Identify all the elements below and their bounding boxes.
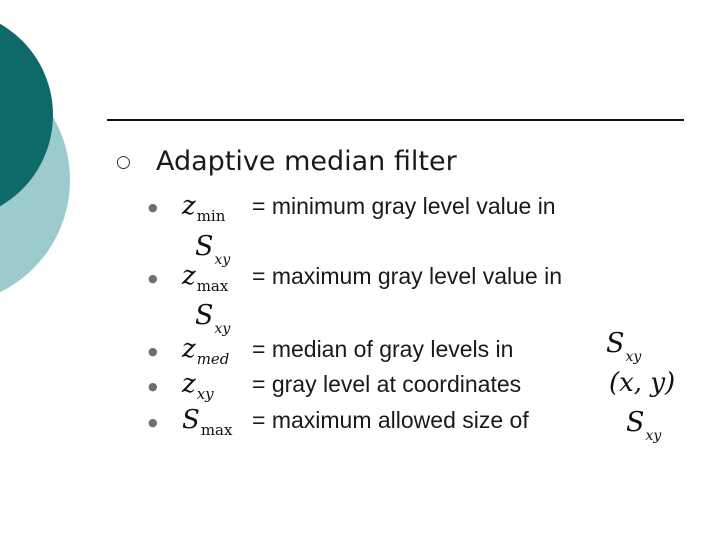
item-description: = median of gray levels in [252, 336, 514, 362]
symbol-z-xy: $z_{xy}$ [182, 369, 214, 403]
symbol-s-max: $S_{max}$ [182, 405, 233, 439]
dot-bullet-icon: ● [148, 272, 158, 285]
symbol-s-xy: $S_{xy}$ [626, 407, 662, 444]
symbol-s-xy: $S_{xy}$ [195, 231, 231, 268]
symbol-z-med: $z_{med}$ [182, 334, 230, 368]
title-rule [107, 119, 684, 121]
coordinates-xy: (x, y) [609, 368, 676, 398]
item-description: = minimum gray level value in [252, 193, 556, 219]
slide-title: Adaptive median filter [156, 146, 457, 177]
symbol-s-xy: $S_{xy}$ [195, 300, 231, 337]
slide-title-row [116, 146, 457, 177]
symbol-s-xy: $S_{xy}$ [606, 328, 642, 365]
dot-bullet-icon: ● [148, 345, 158, 358]
item-description: = maximum allowed size of [252, 407, 529, 433]
item-description: = maximum gray level value in [252, 263, 562, 289]
dot-bullet-icon: ● [148, 380, 158, 393]
decorative-circles [0, 0, 80, 300]
item-description: = gray level at coordinates [252, 371, 522, 397]
symbol-z-max: $z_{max}$ [182, 261, 229, 295]
symbol-z-min: $z_{min}$ [182, 191, 226, 225]
dot-bullet-icon: ● [148, 416, 158, 429]
dot-bullet-icon: ● [148, 201, 158, 214]
circle-bullet-icon: ○ [116, 151, 131, 172]
